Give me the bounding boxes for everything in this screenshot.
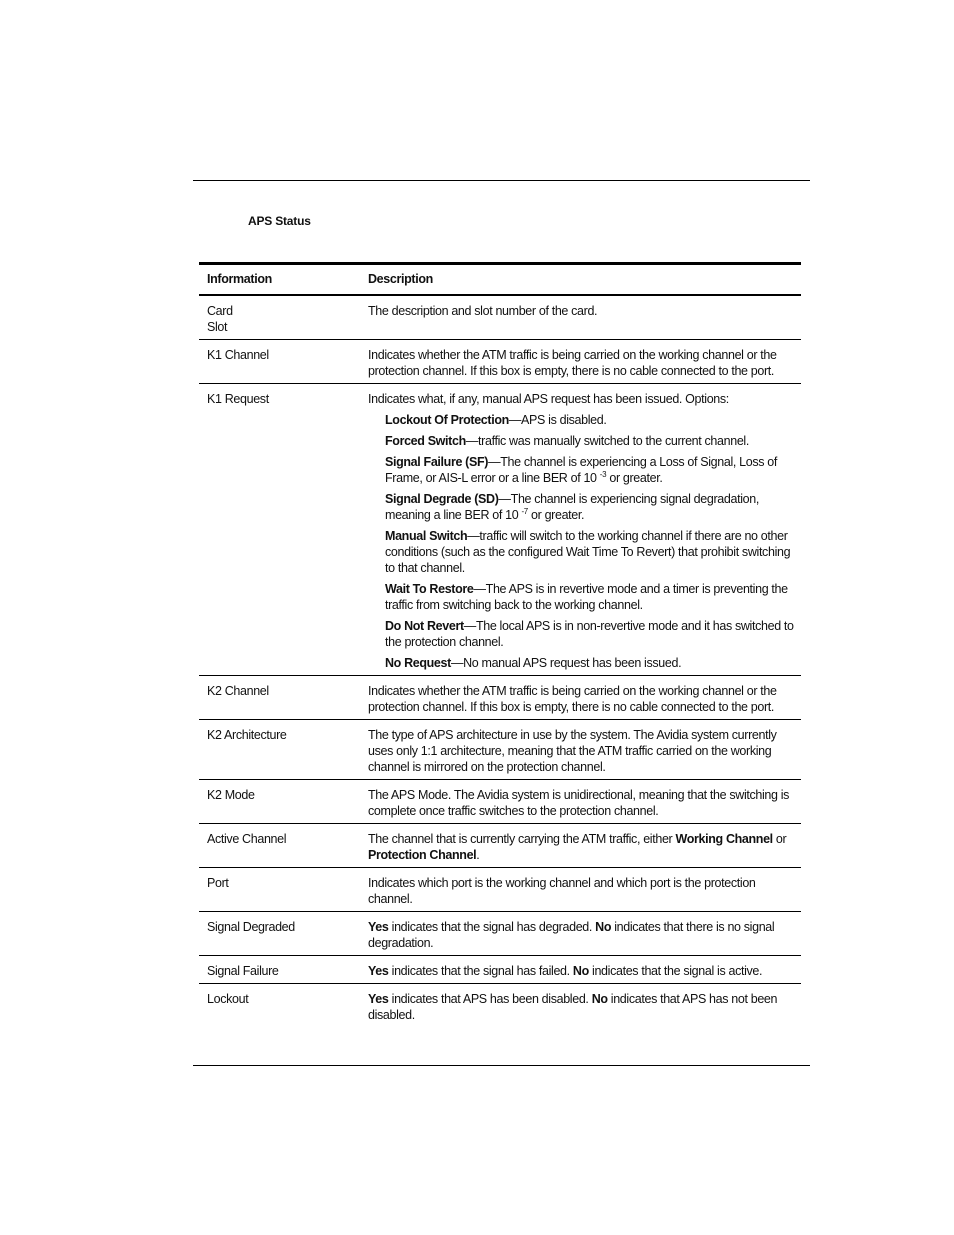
section-title: APS Status [248,214,311,228]
desc-bold: No [572,964,589,978]
row-description: Indicates whether the ATM traffic is being carried on the working channel or the protection channel. If this box is empty, there is no cable connected to the port. [368,348,777,378]
row-description: Indicates whether the ATM traffic is being carried on the working channel or the protection channel. If this box is empty, there is no cable connected to the port. [368,684,777,714]
exponent: -3 [599,470,607,479]
table-header [199,262,801,296]
option-term: Manual Switch [385,529,468,543]
row-info: Port [207,876,229,890]
table-row [199,720,801,780]
row-description [368,991,801,1023]
option-term: Do Not Revert [385,619,464,633]
option-tail: or greater. [606,471,663,485]
row-description: The APS Mode. The Avidia system is unidirectional, meaning that the switching is complete once traffic switches to the protection channel. [368,788,790,818]
option-do-not-revert [368,618,797,650]
desc-bold: Yes [368,992,389,1006]
top-rule [193,180,810,181]
option-term: No Request [385,656,451,670]
option-tail: or greater. [527,508,585,522]
option-text: —traffic was manually switched to the current channel. [465,434,749,448]
aps-status-table [199,262,801,1027]
option-term: Signal Failure (SF) [385,455,489,469]
option-term: Lockout Of Protection [385,413,509,427]
row-info: K2 Architecture [207,728,287,742]
desc-text: indicates that there is no signal degradation. [368,920,775,950]
exponent: -7 [521,507,528,516]
option-forced-switch [368,433,797,449]
option-wait-to-restore [368,581,797,613]
desc-text: indicates that the signal has degraded. [388,920,596,934]
option-text: —APS is disabled. [508,413,607,427]
desc-text: The channel that is currently carrying the ATM traffic, either [368,832,676,846]
table-row [199,824,801,868]
header-information: Information [207,272,272,286]
desc-bold: No [595,920,612,934]
row-description [368,963,801,979]
desc-bold: Yes [368,920,389,934]
desc-text: indicates that the signal has failed. [388,964,573,978]
table-row [199,296,801,340]
row-info: K1 Channel [207,348,269,362]
info-card: Card [207,304,233,318]
header-description: Description [368,272,433,286]
row-description: The description and slot number of the card. [368,304,598,318]
table-row [199,912,801,956]
table-row [199,780,801,824]
option-text: —No manual APS request has been issued. [450,656,682,670]
row-info: K2 Channel [207,684,269,698]
table-row [199,676,801,720]
option-text: —The APS is in revertive mode and a timer is preventing the traffic from switching back to the working channel. [385,582,788,612]
row-description [368,919,801,951]
desc-bold: No [591,992,608,1006]
desc-bold: Yes [368,964,389,978]
desc-text: indicates that APS has been disabled. [388,992,592,1006]
row-info: Signal Failure [207,964,279,978]
row-description: The type of APS architecture in use by the system. The Avidia system currently uses only 1:1 architecture, meaning that the ATM traffic carried on the working channel is mirrored on the protection channel. [368,728,777,774]
row-info: K1 Request [207,392,269,406]
option-text: —traffic will switch to the working channel if there are no other conditions (such as the configured Wait Time To Revert) that prohibit switching to that channel. [385,529,791,575]
option-text: —The channel is experiencing signal degradation, meaning a line BER of 10 [385,492,759,522]
option-no-request [368,655,797,671]
desc-text: . [476,848,480,862]
option-term: Signal Degrade (SD) [385,492,499,506]
table-row [199,384,801,676]
row-description [368,831,801,863]
row-info [199,303,368,335]
bottom-rule [193,1065,810,1066]
desc-bold: Protection Channel [368,848,477,862]
k1-request-intro: Indicates what, if any, manual APS request has been issued. Options: [368,392,729,406]
option-lockout [368,412,797,428]
row-description: Indicates which port is the working channel and which port is the protection channel. [368,876,756,906]
desc-text: indicates that the signal is active. [588,964,763,978]
option-term: Wait To Restore [385,582,474,596]
option-signal-degrade [368,491,797,523]
row-description [368,391,801,671]
desc-text: or [772,832,787,846]
option-term: Forced Switch [385,434,466,448]
option-signal-failure [368,454,797,486]
table-row [199,340,801,384]
row-info: Active Channel [207,832,287,846]
info-slot: Slot [207,320,228,334]
option-manual-switch [368,528,797,576]
desc-text: indicates that APS has not been disabled. [368,992,778,1022]
table-row [199,984,801,1027]
option-text: —The local APS is in non-revertive mode and it has switched to the protection channel. [385,619,794,649]
row-info: K2 Mode [207,788,255,802]
table-row [199,956,801,984]
row-info: Signal Degraded [207,920,295,934]
option-text: —The channel is experiencing a Loss of Signal, Loss of Frame, or AIS-L error or a line BER of 10 [385,455,778,485]
desc-bold: Working Channel [675,832,773,846]
table-row [199,868,801,912]
row-info: Lockout [207,992,249,1006]
